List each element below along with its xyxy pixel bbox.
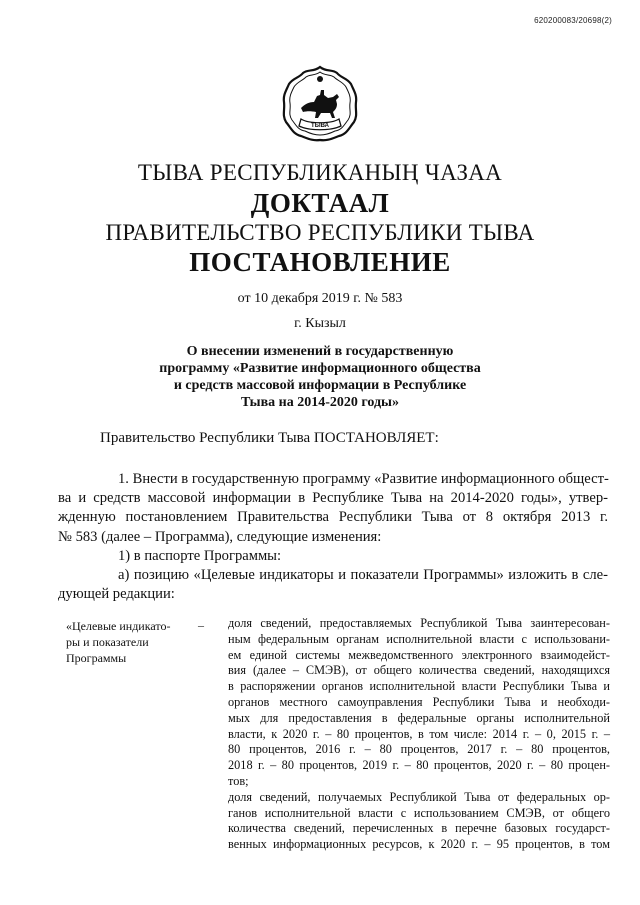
table-right-line: ганов исполнительной власти с использованием СМЭВ, от общего	[228, 805, 610, 820]
body-line: № 583 (далее – Программа), следующие изменения:	[58, 528, 382, 545]
table-right-line: вия (далее – СМЭВ), от общего количества сведений, находящихся	[228, 663, 610, 678]
body-line: ва и средств массовой информации в Республике Тыва на 2014-2020 годы», утвер-	[58, 490, 608, 507]
tuvan-government-heading: ТЫВА РЕСПУБЛИКАНЫҢ ЧАЗАА	[137, 160, 503, 185]
body-line: 1) в паспорте Программы:	[118, 547, 282, 564]
russian-document-type: ПОСТАНОВЛЕНИЕ	[189, 247, 451, 277]
table-right-line: власти, к 2020 г. – 80 процентов, в том числе: 2014 г. – 0, 2015 г. –	[228, 726, 610, 741]
decree-title-line: О внесении изменений в государственную	[186, 344, 454, 359]
table-right-line: количества сведений, перечисленных в перечне базовых государст-	[228, 821, 610, 836]
table-right-line: доля сведений, получаемых Республикой Тыва от федеральных ор-	[228, 789, 610, 804]
table-right-line: 2018 г. – 80 процентов, 2019 г. – 80 процентов, 2020 г. – 80 процен-	[228, 758, 610, 773]
decree-body	[58, 470, 608, 604]
body-line: жденную постановлением Правительства Республики Тыва от 8 октября 2013 г.	[58, 509, 608, 526]
table-right-line: доля сведений, предоставляемых Республикой Тыва заинтересован-	[228, 616, 610, 630]
tuvan-document-type: ДОКТААЛ	[250, 188, 390, 218]
decree-title-line: программу «Развитие информационного общества	[159, 361, 481, 376]
table-right-line: ем единой системы межведомственного электронного взаимодейст-	[228, 647, 610, 662]
decree-title-line: Тыва на 2014-2020 годы»	[241, 395, 399, 410]
table-right-line: ным федеральным органам исполнительной власти с использовани-	[228, 631, 610, 646]
decree-title-line: и средств массовой информации в Республике	[173, 378, 467, 393]
table-right-line: органов местного самоуправления Республики Тыва и необходи-	[228, 694, 610, 709]
decree-title	[150, 343, 490, 411]
resolves-statement: Правительство Республики Тыва ПОСТАНОВЛЯЕТ:	[100, 430, 439, 446]
document-code: 620200083/20698(2)	[534, 16, 612, 25]
table-left-line: Программы	[66, 651, 127, 665]
table-right-column	[228, 616, 610, 853]
body-line: 1. Внести в государственную программу «Развитие информационного общест-	[118, 471, 609, 487]
table-left-line: «Целевые индикато-	[66, 619, 171, 633]
table-dash: –	[198, 618, 204, 632]
table-right-line: 80 процентов, 2016 г. – 80 процентов, 2017 г. – 80 процентов,	[228, 742, 610, 757]
emblem-text: ТЫВА	[311, 123, 329, 129]
russian-government-heading: ПРАВИТЕЛЬСТВО РЕСПУБЛИКИ ТЫВА	[105, 220, 535, 245]
body-line: а) позицию «Целевые индикаторы и показатели Программы» изложить в сле-	[118, 567, 608, 584]
table-left-line: ры и показатели	[66, 635, 149, 649]
table-right-line: тов;	[228, 773, 249, 788]
table-right-line: мых для предоставления в федеральные органы исполнительной	[228, 710, 610, 725]
table-right-line: в распоряжении органов исполнительной власти Республики Тыва и	[228, 679, 610, 694]
table-right-line: венных информационных ресурсов, к 2020 г. – 95 процентов, в том	[228, 837, 610, 852]
decree-date-number: от 10 декабря 2019 г. № 583	[237, 291, 403, 306]
table-left-column	[66, 618, 196, 666]
tuva-coat-of-arms-icon	[281, 64, 359, 142]
decree-city: г. Кызыл	[294, 316, 346, 331]
body-line: дующей редакции:	[58, 586, 175, 603]
